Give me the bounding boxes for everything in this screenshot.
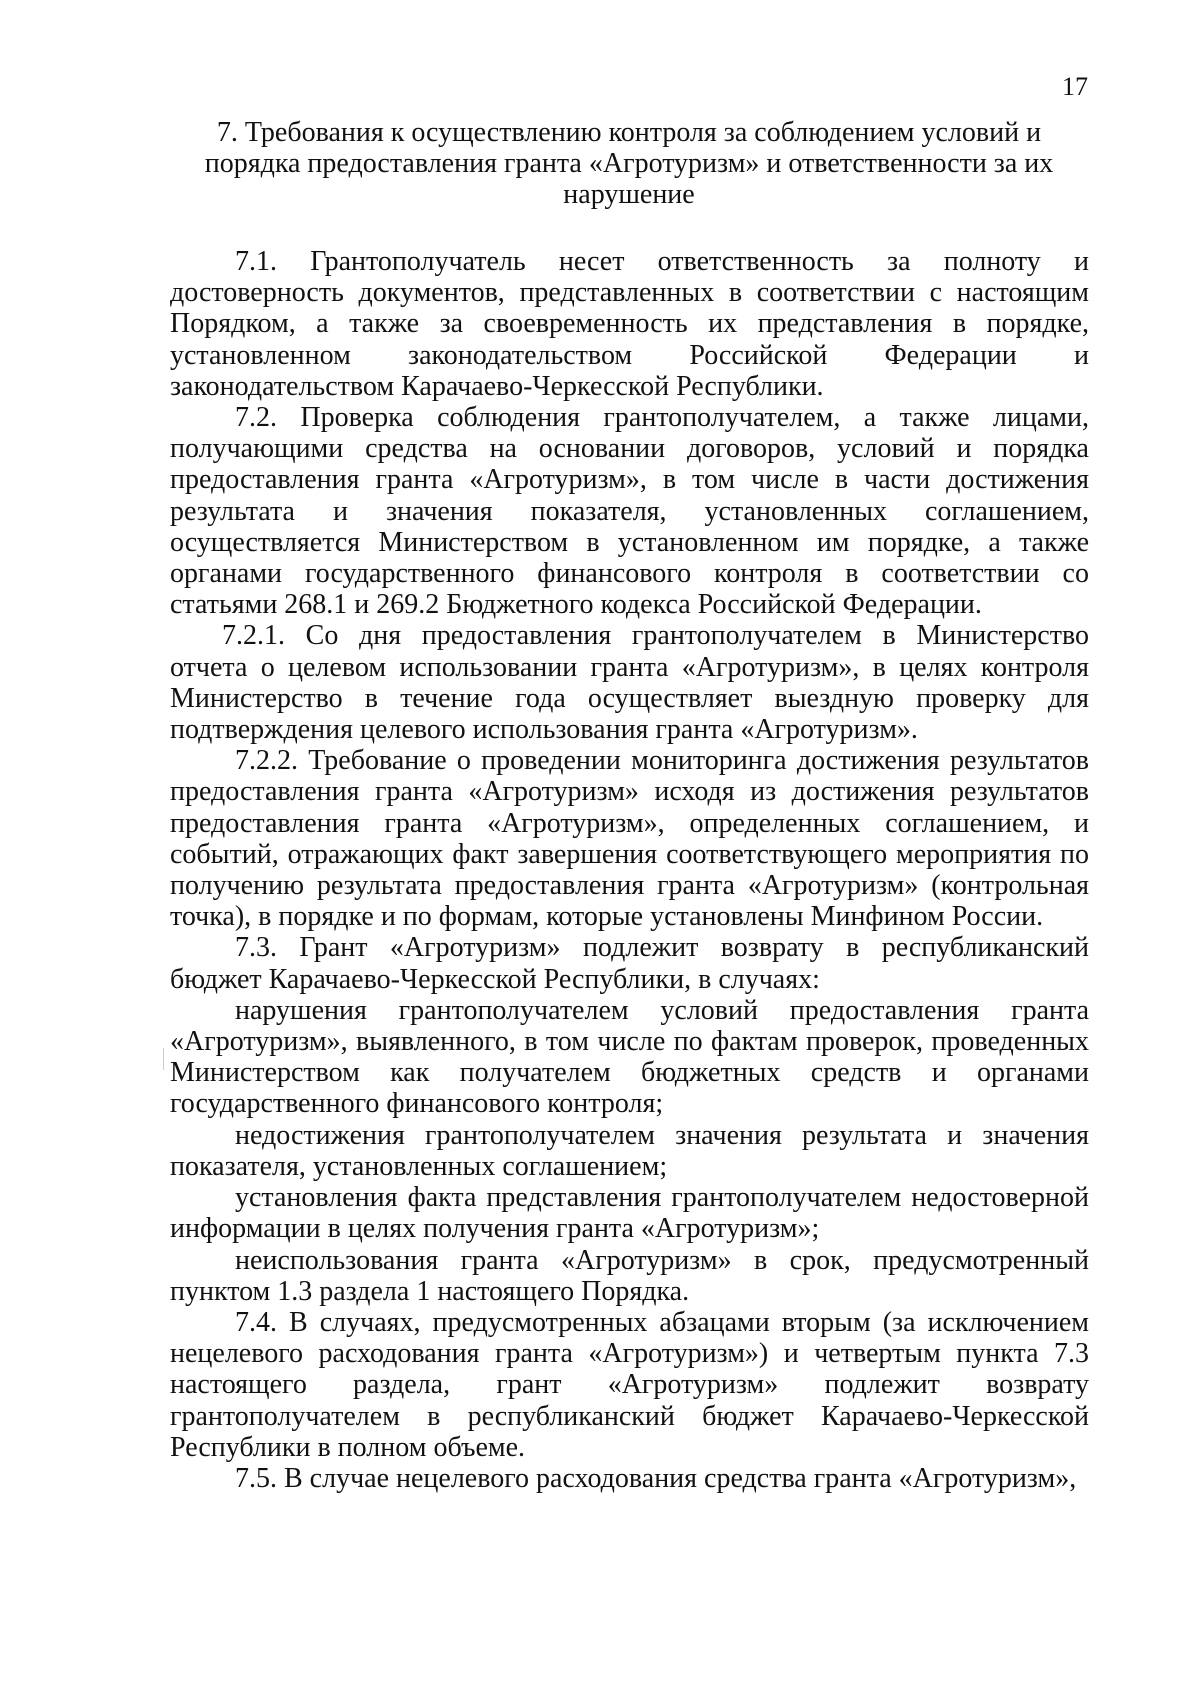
paragraph-7-2: 7.2. Проверка соблюдения грантополучателем, а также лицами, получающими средства на основании договоров, условий и порядка предоставления гранта «Агротуризм», в том числе в части достижения результата и значения показателя, установленных соглашением, осуществляется Министерством в установленном им порядке, а также органами государственного финансового контроля в соответствии со статьями 268.1 и 269.2 Бюджетного кодекса Российской Федерации. [170,402,1089,621]
paragraph-7-3-case-1: нарушения грантополучателем условий предоставления гранта «Агротуризм», выявленного, в том числе по фактам проверок, проведенных Министерством как получателем бюджетных средств и органами государственного финансового контроля; [170,994,1089,1120]
paragraph-7-5: 7.5. В случае нецелевого расходования средства гранта «Агротуризм», [235,1462,1077,1494]
paragraph-7-1: 7.1. Грантополучатель несет ответственность за полноту и достоверность документов, представленных в соответствии с настоящим Порядком, а также за своевременность их представления в порядке, установленном законодательством Российской Федерации и законодательством Карачаево-Черкесской Республики. [170,246,1089,402]
section-title: 7. Требования к осуществлению контроля за соблюдением условий и порядка предоставления гранта «Агротуризм» и ответственности за их нарушение [204,117,1054,210]
scan-mark [163,1048,164,1070]
paragraph-7-3-case-4: неиспользования гранта «Агротуризм» в срок, предусмотренный пунктом 1.3 раздела 1 настоящего Порядка. [170,1244,1089,1307]
paragraph-7-3: 7.3. Грант «Агротуризм» подлежит возврату в республиканский бюджет Карачаево-Черкесской Республики, в случаях: [170,932,1089,995]
document-body [170,246,1089,1494]
paragraph-7-3-case-2: недостижения грантополучателем значения результата и значения показателя, установленных соглашением; [170,1119,1089,1182]
paragraph-7-4: 7.4. В случаях, предусмотренных абзацами вторым (за исключением нецелевого расходования гранта «Агротуризм») и четвертым пункта 7.3 настоящего раздела, грант «Агротуризм» подлежит возврату грантополучателем в республиканский бюджет Карачаево-Черкесской Республики в полном объеме. [170,1306,1089,1463]
paragraph-7-2-2: 7.2.2. Требование о проведении мониторинга достижения результатов предоставления гранта «Агротуризм» исходя из достижения результатов предоставления гранта «Агротуризм», определенных соглашением, и событий, отражающих факт завершения соответствующего мероприятия по получению результата предоставления гранта «Агротуризм» (контрольная точка), в порядке и по формам, которые установлены Минфином России. [170,745,1089,933]
paragraph-7-2-1: 7.2.1. Со дня предоставления грантополучателем в Министерство отчета о целевом использовании гранта «Агротуризм», в целях контроля Министерство в течение года осуществляет выездную проверку для подтверждения целевого использования гранта «Агротуризм». [170,620,1089,746]
page-number: 17 [1062,72,1088,101]
paragraph-7-3-case-3: установления факта представления грантополучателем недостоверной информации в целях получения гранта «Агротуризм»; [170,1182,1089,1245]
